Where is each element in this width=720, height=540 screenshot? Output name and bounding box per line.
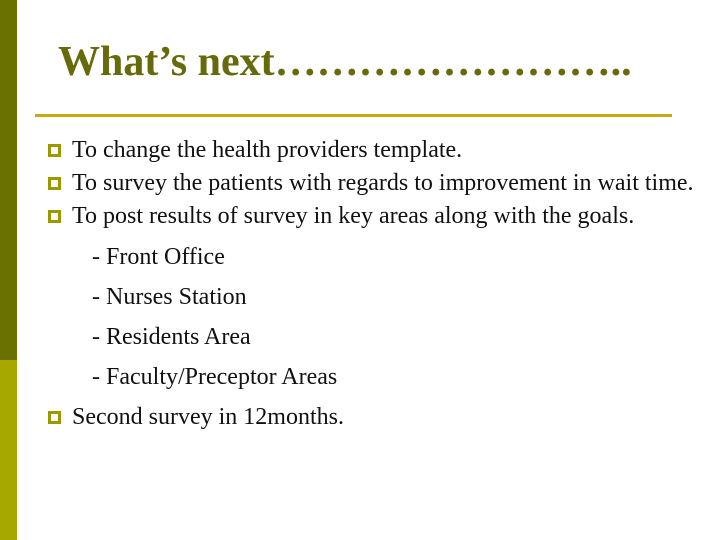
square-bullet-icon <box>48 411 61 424</box>
bullet-text: To change the health providers template. <box>72 137 463 163</box>
sub-item-residents-area: - Residents Area <box>92 324 251 350</box>
title-divider <box>35 114 672 117</box>
square-bullet-icon <box>48 177 61 190</box>
sidebar-accent-light <box>0 360 17 540</box>
square-bullet-icon <box>48 144 61 157</box>
slide-body <box>40 134 700 434</box>
bullet-item <box>40 401 700 434</box>
sidebar-accent-dark <box>0 0 17 360</box>
bullet-text: Second survey in 12months. <box>72 404 344 430</box>
sub-item-nurses-station: - Nurses Station <box>92 284 247 310</box>
bullet-item <box>40 167 700 200</box>
bullet-text: To survey the patients with regards to improvement in wait time. <box>72 170 694 196</box>
sub-list <box>40 237 700 397</box>
square-bullet-icon <box>48 210 61 223</box>
bullet-item <box>40 134 700 167</box>
bullet-item <box>40 200 700 233</box>
bullet-text: To post results of survey in key areas along with the goals. <box>72 203 635 229</box>
sub-item-front-office: - Front Office <box>92 244 225 270</box>
sub-item-faculty-preceptor-areas: - Faculty/Preceptor Areas <box>92 364 338 390</box>
slide-title: What’s next…………………….. <box>58 39 632 85</box>
